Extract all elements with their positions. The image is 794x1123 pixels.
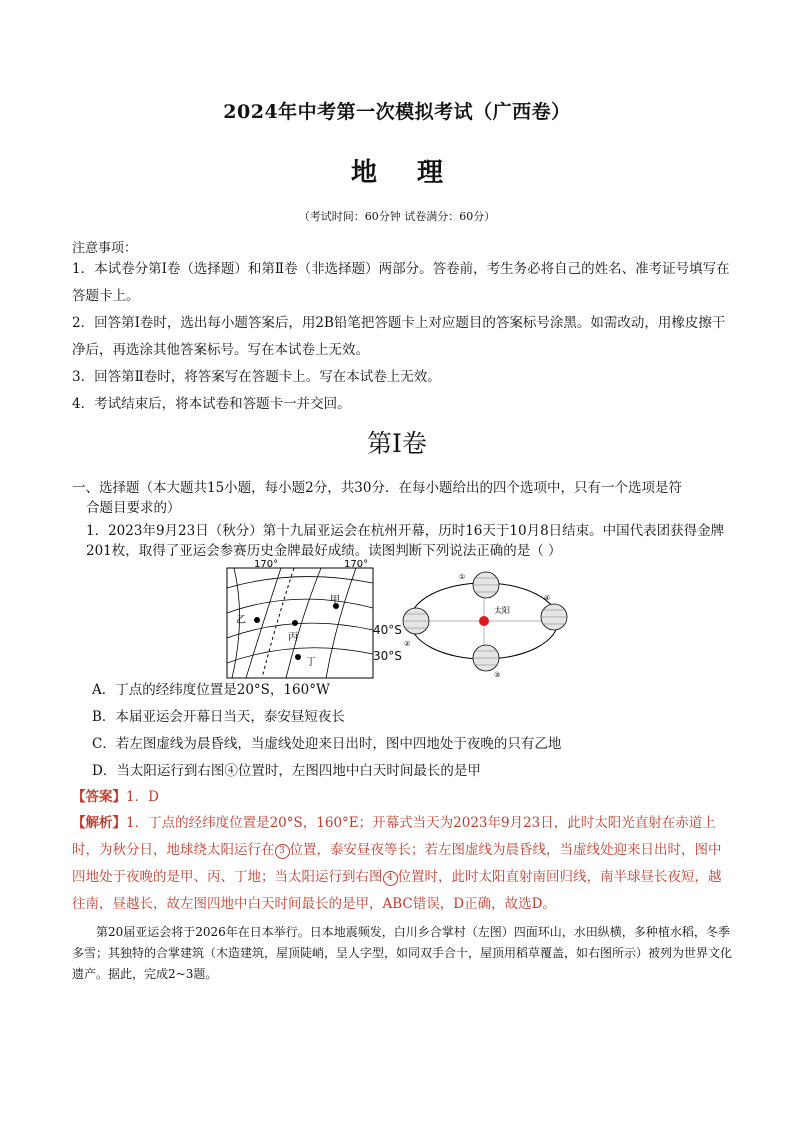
section-lead: 一、选择题（本大题共15小题，每小题2分，共30分．在每小题给出的四个选项中，只有一个选项是符 bbox=[72, 480, 682, 496]
answer-text: 1．D bbox=[126, 789, 159, 805]
note-item: 1．本试卷分第Ⅰ卷（选择题）和第Ⅱ卷（非选择题）两部分。答卷前，考生务必将自己的姓名、准考证号填写在答题卡上。 bbox=[72, 261, 730, 304]
explanation-part1: 1．丁点的经纬度位置是20°S，160°E；开幕式当天为2023年9月23日，此时太阳光直射在赤道上时，为秋分日，地球绕太阳运行在 bbox=[72, 815, 716, 858]
lat-label-bottom: 30°S bbox=[373, 649, 402, 663]
explanation-part2: 位置，泰安昼夜等长；若左图虚线为晨昏线，当虚线处迎来日出时，图中四地处于夜晚的是甲、丙、丁地；当太阳运行到右图 bbox=[72, 842, 722, 885]
circled-number: 4 bbox=[383, 871, 398, 886]
orbit-figure bbox=[396, 565, 576, 680]
position-label: ③ bbox=[494, 671, 501, 679]
lon-label-right: 170° bbox=[344, 559, 369, 570]
section-heading bbox=[72, 478, 732, 518]
option-b: B．本届亚运会开幕日当天，泰安昼短夜长 bbox=[92, 709, 345, 725]
answer-label: 【答案】 bbox=[72, 789, 126, 805]
label-bing: 丙 bbox=[288, 632, 298, 643]
label-ding: 丁 bbox=[306, 657, 316, 668]
subject-title: 地理 bbox=[350, 158, 483, 188]
explanation bbox=[72, 810, 734, 918]
earth-icon bbox=[473, 572, 499, 598]
section-cont: 合题目要求的） bbox=[86, 500, 181, 516]
notes-heading: 注意事项： bbox=[72, 241, 138, 256]
exam-info: （考试时间：60分钟 试卷满分：60分） bbox=[298, 210, 496, 223]
sun-label: 太阳 bbox=[494, 606, 510, 615]
note-item: 4．考试结束后，将本试卷和答题卡一并交回。 bbox=[72, 396, 351, 412]
position-label: ② bbox=[404, 640, 411, 648]
label-yi: 乙 bbox=[236, 615, 246, 626]
volume-title: 第Ⅰ卷 bbox=[367, 429, 427, 458]
lat-label-top: 40°S bbox=[373, 623, 402, 637]
answer-line bbox=[72, 785, 159, 805]
circled-number: 3 bbox=[275, 844, 290, 859]
passage-intro: 第20届亚运会将于2026年在日本举行。日本地震频发，白川乡合掌村（左图）四面环山，水田纵横，多种植水稻，冬季多雪；其独特的合掌建筑（木造建筑，屋顶陡峭，呈人字型，如同双手合十，屋顶用稻草覆盖，如右图所示）被列为世界文化遗产。据此，完成2~3题。 bbox=[72, 925, 733, 981]
label-jia: 甲 bbox=[330, 595, 340, 606]
position-label: ④ bbox=[544, 594, 551, 602]
question-1-stem: 1．2023年9月23日（秋分）第十九届亚运会在杭州开幕，历时16天于10月8日结束。中国代表团获得金牌201枚，取得了亚运会参赛历史金牌最好成绩。读图判断下列说法正确的是（ ） bbox=[86, 523, 725, 559]
exam-title: 2024年中考第一次模拟考试（广西卷） bbox=[223, 101, 571, 123]
point-bing bbox=[292, 620, 298, 626]
sun-icon bbox=[479, 616, 489, 626]
point-yi bbox=[254, 617, 260, 623]
option-d: D．当太阳运行到右图④位置时，左图四地中白天时间最长的是甲 bbox=[92, 763, 481, 779]
lon-label-left: 170° bbox=[254, 559, 279, 570]
note-item: 2．回答第Ⅰ卷时，选出每小题答案后，用2B铅笔把答题卡上对应题目的答案标号涂黑。如需改动，用橡皮擦干净后，再选涂其他答案标号。写在本试卷上无效。 bbox=[72, 315, 726, 358]
latlon-map-figure bbox=[226, 558, 386, 680]
note-item: 3．回答第Ⅱ卷时，将答案写在答题卡上。写在本试卷上无效。 bbox=[72, 369, 441, 385]
point-ding bbox=[295, 654, 301, 660]
option-a: A．丁点的经纬度位置是20°S，160°W bbox=[92, 682, 330, 698]
earth-icon bbox=[541, 604, 567, 630]
earth-icon bbox=[403, 608, 429, 634]
explanation-label: 【解析】 bbox=[72, 815, 126, 831]
explanation-part3: 位置时，此时太阳直射南回归线，南半球昼长夜短，越往南，昼越长，故左图四地中白天时间最长的是甲，ABC错误，D正确，故选D。 bbox=[72, 869, 722, 912]
option-c: C．若左图虚线为晨昏线，当虚线处迎来日出时，图中四地处于夜晚的只有乙地 bbox=[92, 736, 562, 752]
earth-icon bbox=[473, 645, 499, 671]
position-label: ① bbox=[459, 573, 466, 581]
